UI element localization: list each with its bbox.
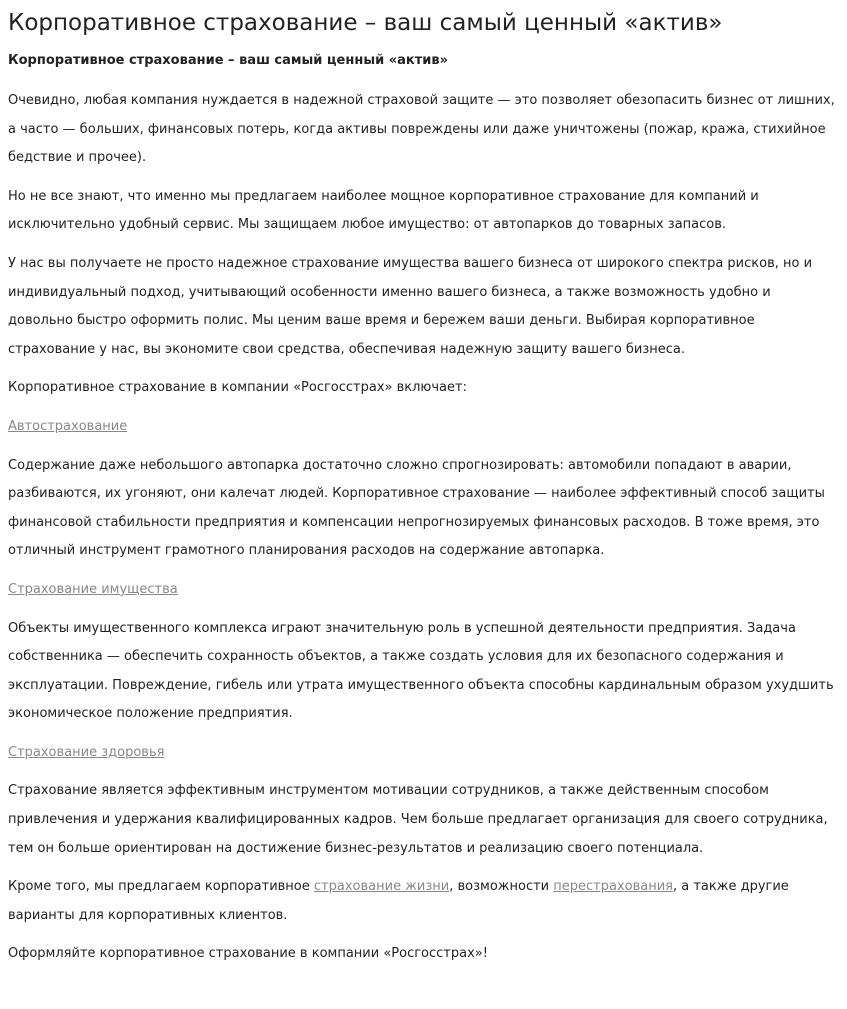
article-subtitle: Корпоративное страхование – ваш самый ценный «актив»	[8, 53, 448, 68]
section-heading-property	[8, 576, 839, 605]
section-text-auto: Содержание даже небольшого автопарка достаточно сложно спрогнозировать: автомобили попадают в аварии, разбиваются, их угоняют, они калечат людей. Корпоративное страхование — наиболее эффективный способ защиты финансовой стабильности предприятия и компенсации непрогнозируемых финансовых расходов. В тоже время, это отличный инструмент грамотного планирования расходов на содержание автопарка.	[8, 457, 825, 559]
life-insurance-link[interactable]: страхование жизни	[313, 879, 450, 895]
final-call-to-action: Оформляйте корпоративное страхование в компании «Росгосстрах»!	[8, 946, 488, 962]
closing-text-middle: , возможности	[449, 879, 554, 895]
section-text-property: Объекты имущественного комплекса играют значительную роль в успешной деятельности предприятия. Задача собственника — обеспечить сохранность объектов, а также создать условия для их безопасного содержания и эксплуатации. Повреждение, гибель или утрата имущественного объекта способны кардинальным образом ухудшить экономическое положение предприятия.	[8, 620, 834, 722]
reinsurance-link[interactable]: перестрахования	[553, 879, 673, 895]
closing-text-before: Кроме того, мы предлагаем корпоративное	[8, 879, 314, 895]
health-insurance-link[interactable]: Страхование здоровья	[8, 744, 165, 760]
intro-paragraph-2: Но не все знают, что именно мы предлагаем наиболее мощное корпоративное страхование для компаний и исключительно удобный сервис. Мы защищаем любое имущество: от автопарков до товарных запасов.	[8, 188, 759, 233]
intro-paragraph-4: Корпоративное страхование в компании «Росгосстрах» включает:	[8, 380, 467, 396]
intro-paragraph-1: Очевидно, любая компания нуждается в надежной страховой защите — это позволяет обезопасить бизнес от лишних, а часто — больших, финансовых потерь, когда активы повреждены или даже уничтожены (пожар, кража, стихийное бедствие и прочее).	[8, 93, 835, 166]
auto-insurance-link[interactable]: Автострахование	[8, 418, 128, 434]
closing-paragraph	[8, 873, 839, 930]
section-heading-health	[8, 739, 839, 768]
page-title: Корпоративное страхование – ваш самый ценный «актив»	[8, 10, 723, 36]
intro-paragraph-3: У нас вы получаете не просто надежное страхование имущества вашего бизнеса от широкого спектра рисков, но и индивидуальный подход, учитывающий особенности именно вашего бизнеса, а также возможность удобно и довольно быстро оформить полис. Мы ценим ваше время и бережем ваши деньги. Выбирая корпоративное страхование у нас, вы экономите свои средства, обеспечивая надежную защиту вашего бизнеса.	[8, 255, 813, 357]
section-text-health: Страхование является эффективным инструментом мотивации сотрудников, а также действенным способом привлечения и удержания квалифицированных кадров. Чем больше предлагает организация для своего сотрудника, тем он больше ориентирован на достижение бизнес-результатов и реализацию своего потенциала.	[8, 783, 828, 856]
section-heading-auto	[8, 413, 839, 442]
closing-text-after: , а также другие варианты для корпоративных клиентов.	[8, 879, 789, 923]
property-insurance-link[interactable]: Страхование имущества	[8, 581, 178, 597]
